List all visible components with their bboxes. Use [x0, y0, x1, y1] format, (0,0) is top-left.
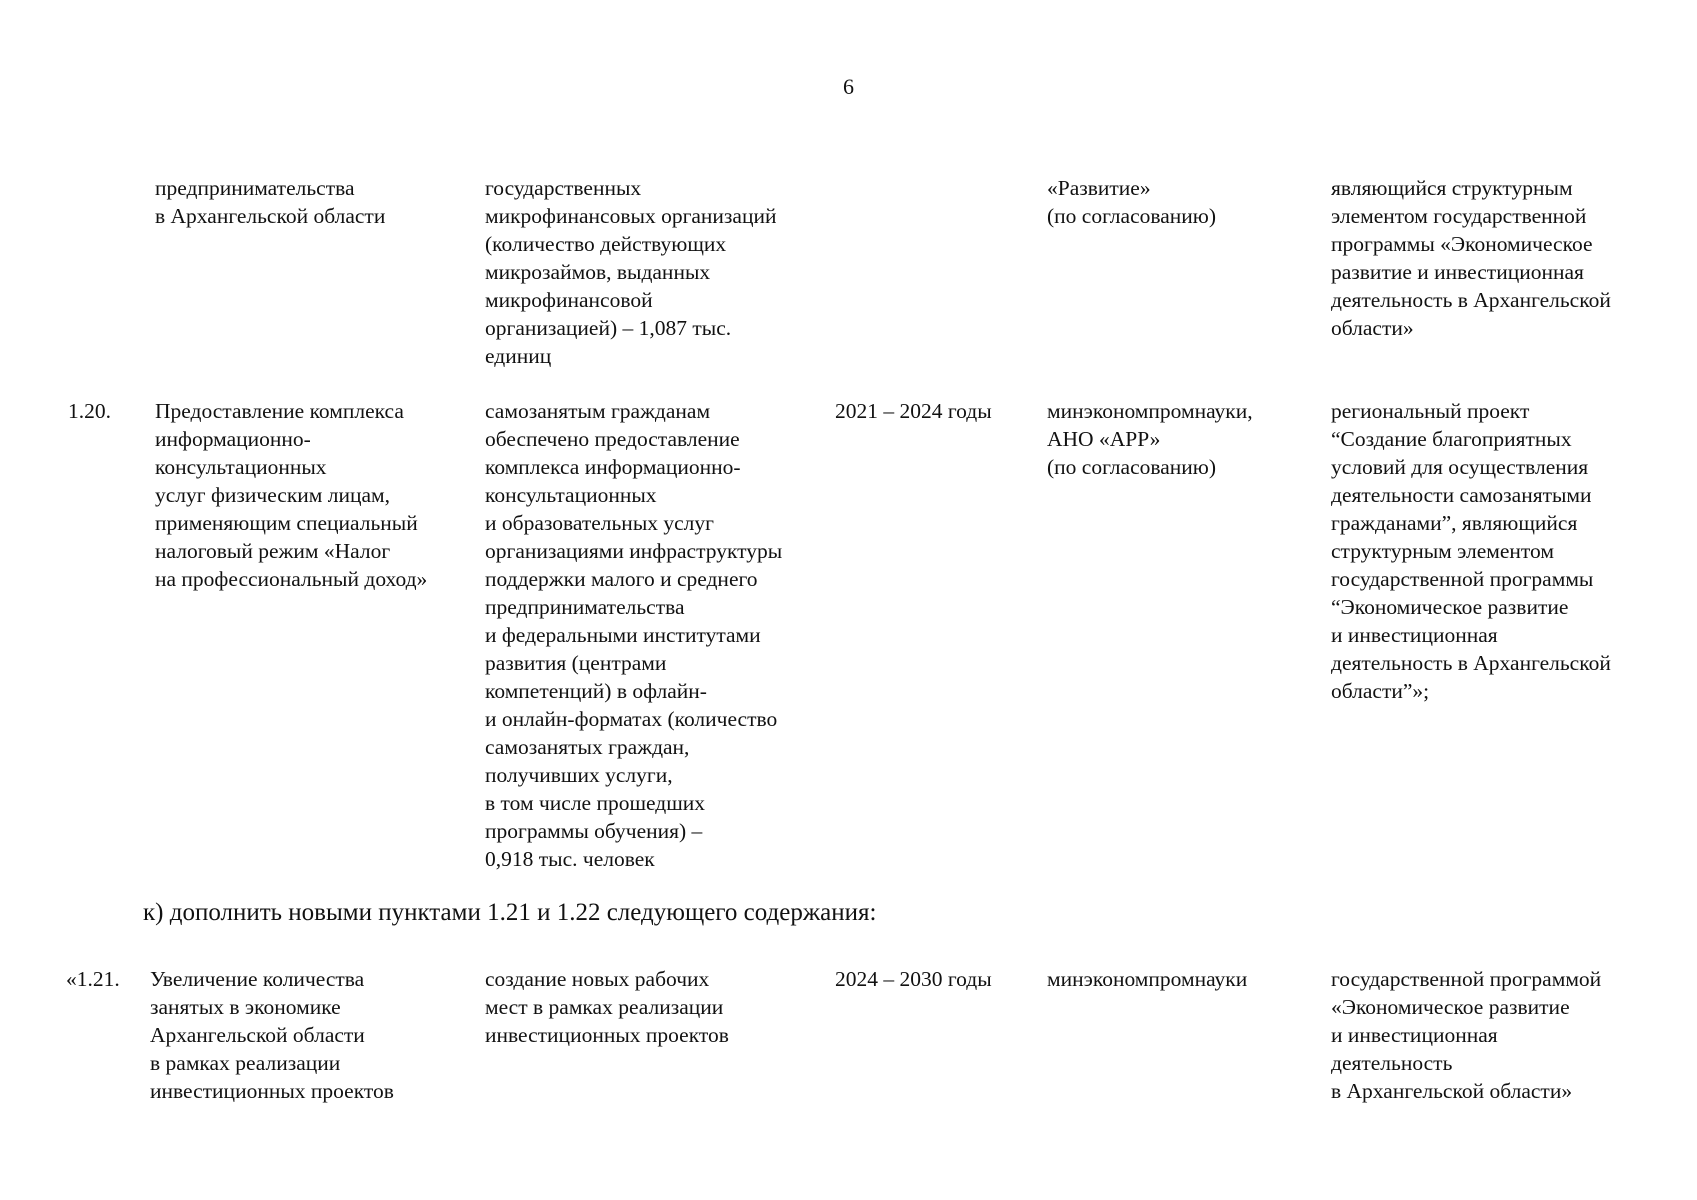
- cont-row-executor: «Развитие» (по согласованию): [1047, 176, 1217, 228]
- row-1-21-name: Увеличение количества занятых в экономике Архангельской области в рамках реализации инвестиционных проектов: [150, 967, 394, 1103]
- amendment-instruction: к) дополнить новыми пунктами 1.21 и 1.22 следующего содержания:: [143, 899, 877, 926]
- row-1-21-number: «1.21.: [66, 967, 120, 991]
- row-1-20-period: 2021 – 2024 годы: [835, 399, 992, 423]
- cont-row-name: предпринимательства в Архангельской области: [155, 176, 386, 228]
- page-number: 6: [843, 74, 854, 99]
- cont-row-result: государственных микрофинансовых организаций (количество действующих микрозаймов, выданных микрофинансовой организацией) – 1,087 тыс. единиц: [485, 176, 777, 368]
- row-1-20-executor: минэкономпромнауки, АНО «АРР» (по согласованию): [1047, 399, 1253, 479]
- row-1-21-period: 2024 – 2030 годы: [835, 967, 992, 991]
- row-1-20-source: региональный проект “Создание благоприятных условий для осуществления деятельности самозанятыми гражданами”, являющийся структурным элементом государственной программы “Экономическое развитие и инвестиционная деятельность в Архангельской области”»;: [1331, 399, 1611, 703]
- cont-row-source: являющийся структурным элементом государственной программы «Экономическое развитие и инвестиционная деятельность в Архангельской области»: [1331, 176, 1611, 340]
- row-1-21-source: государственной программой «Экономическое развитие и инвестиционная деятельность в Архангельской области»: [1331, 967, 1602, 1103]
- row-1-21-result: создание новых рабочих мест в рамках реализации инвестиционных проектов: [485, 967, 729, 1047]
- row-1-20-number: 1.20.: [68, 399, 111, 423]
- row-1-21-executor: минэкономпромнауки: [1047, 967, 1248, 991]
- row-1-20-name: Предоставление комплекса информационно- консультационных услуг физическим лицам, применяющим специальный налоговый режим «Налог на профессиональный доход»: [155, 399, 428, 591]
- row-1-20-result: самозанятым гражданам обеспечено предоставление комплекса информационно- консультационных и образовательных услуг организациями инфраструктуры поддержки малого и среднего предпринимательства и федеральными институтами развития (центрами компетенций) в офлайн- и онлайн-форматах (количество самозанятых граждан, получивших услуги, в том числе прошедших программы обучения) – 0,918 тыс. человек: [485, 399, 783, 871]
